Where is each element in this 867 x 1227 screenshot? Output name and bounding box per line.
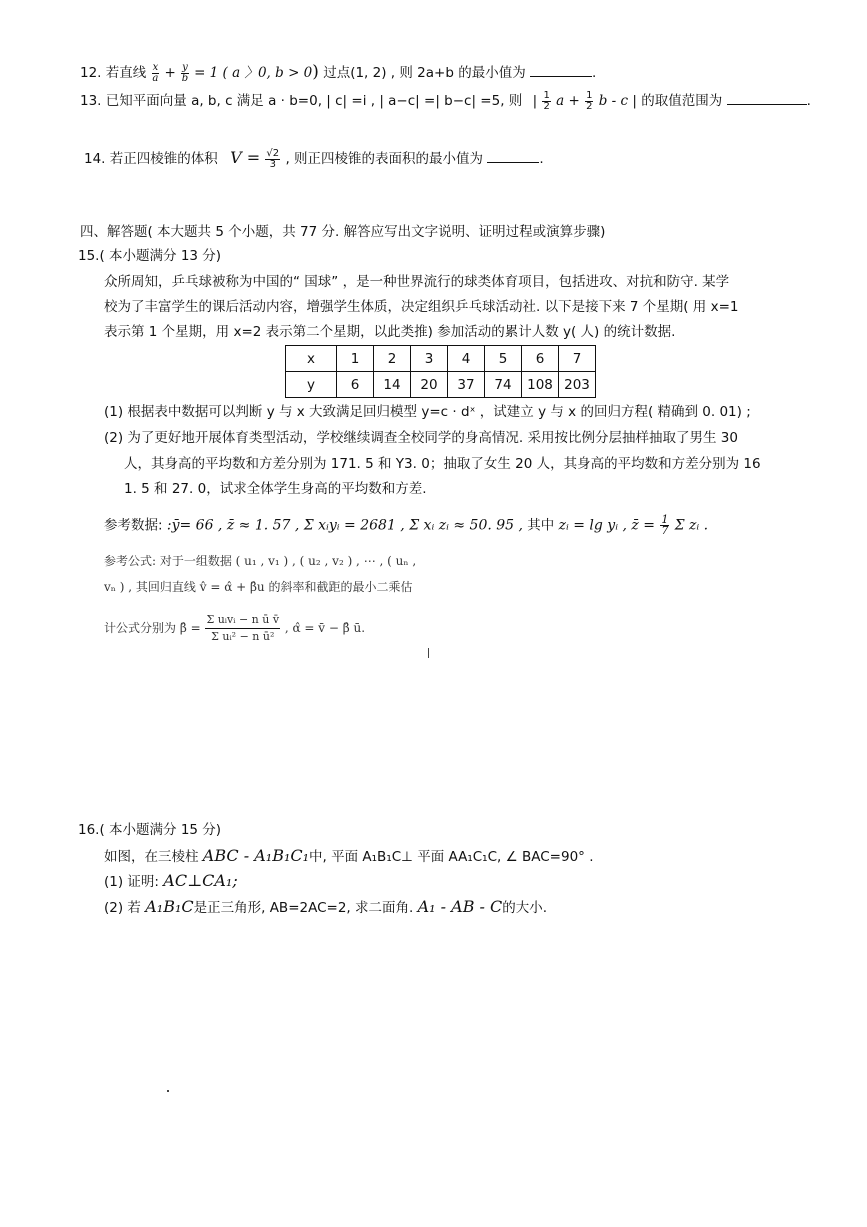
- q13-expr-b: b - c: [598, 93, 629, 109]
- table-cell: y: [286, 372, 337, 398]
- q16-s2-math-2: A₁ - AB - C: [417, 897, 503, 916]
- q15-subquestion-2-line-3: 1. 5 和 27. 0，试求全体学生身高的平均数和方差.: [124, 481, 427, 497]
- q14-answer-blank[interactable]: [487, 148, 539, 163]
- q15-paragraph-3: 表示第 1 个星期，用 x=2 表示第二个星期，以此类推) 参加活动的累计人数 y( 人) 的统计数据.: [104, 324, 676, 340]
- q15-reference-data: [104, 515, 708, 536]
- table-cell: 7: [559, 346, 596, 372]
- q16-s1-math: AC⊥CA₁;: [163, 871, 238, 890]
- q12-frac-x-a: $\frac{x}{a}$: [152, 61, 159, 84]
- q15-subquestion-2-line-1: (2) 为了更好地开展体育类型活动，学校继续调查全校同学的身高情况. 采用按比例分层抽样抽取了男生 30: [104, 430, 738, 446]
- q16-subquestion-2: [104, 897, 547, 918]
- q16-p1-suffix: 中, 平面 A₁B₁C⊥ 平面 AA₁C₁C, ∠ BAC=90° .: [309, 849, 594, 865]
- q16-p1-math: ABC - A₁B₁C₁: [202, 846, 310, 865]
- q16-s1-prefix: (1) 证明:: [104, 874, 159, 890]
- q13-suffix: 的取值范围为: [641, 93, 723, 109]
- q12-answer-blank[interactable]: [530, 62, 592, 77]
- q14-end: .: [539, 151, 544, 167]
- q15-subquestion-1: (1) 根据表中数据可以判断 y 与 x 大致满足回归模型 y=c · dˣ ，试建立 y 与 x 的回归方程( 精确到 0. 01) ;: [104, 404, 751, 420]
- q14-suffix: , 则正四棱锥的表面积的最小值为: [285, 151, 484, 167]
- q15-formula-line-3: [104, 612, 365, 645]
- q15-formula-line-2: vₙ ) , 其回归直线 v̂ = α̂ + β̂u 的斜率和截距的最小二乘估: [104, 580, 413, 594]
- q12-suffix: 过点(1, 2) , 则 2a+b 的最小值为: [323, 65, 526, 81]
- stray-mark: [428, 648, 429, 658]
- q15-subquestion-2-line-2: 人，其身高的平均数和方差分别为 171. 5 和 Y3. 0；抽取了女生 20 人，其身高的平均数和方差分别为 16: [124, 456, 761, 472]
- table-cell: 74: [485, 372, 522, 398]
- q13-expr-open: |: [532, 93, 538, 109]
- table-cell: 6: [337, 372, 374, 398]
- q16-s2-mid: 是正三角形, AB=2AC=2, 求二面角.: [193, 900, 414, 916]
- q12-prefix: 若直线: [105, 65, 147, 81]
- question-13: [80, 90, 811, 112]
- q13-frac-half-2: $\frac{1}{2}$: [586, 89, 593, 112]
- q14-frac-volume: $\frac{√2}{3}$: [266, 147, 280, 170]
- stray-dot: [167, 1090, 169, 1092]
- table-row: [286, 346, 596, 372]
- question-14: [84, 148, 544, 170]
- ref-data-label: 参考数据:: [104, 517, 163, 534]
- q13-expr-close: |: [632, 93, 637, 109]
- q16-header: 16.( 本小题满分 15 分): [78, 822, 222, 838]
- table-row: [286, 372, 596, 398]
- q14-v-label: V =: [230, 148, 261, 167]
- table-cell: x: [286, 346, 337, 372]
- q15-header: 15.( 本小题满分 13 分): [78, 248, 222, 264]
- formula-beta-frac: $\frac{\text{Σ uᵢvᵢ − n ū v̄}}{\text{Σ uᵢ² − n ū²}}$: [206, 613, 280, 643]
- q15-formula-line-1: 参考公式: 对于一组数据 ( u₁ , v₁ ) , ( u₂ , v₂ ) , ⋯ , ( uₙ ,: [104, 554, 417, 568]
- q12-frac-y-b: $\frac{y}{b}$: [181, 61, 189, 84]
- q16-subquestion-1: [104, 871, 238, 892]
- formula-alpha: , α̂ = v̄ − β̂ ū.: [284, 621, 366, 635]
- q13-text: 已知平面向量 a, b, c 满足 a · b=0, | c| =i , | a−c| =| b−c| =5, 则: [105, 93, 523, 109]
- q16-paragraph: [104, 846, 594, 867]
- q13-frac-half-1: $\frac{1}{2}$: [543, 89, 550, 112]
- q15-paragraph-1: 众所周知，乒乓球被称为中国的“ 国球” ，是一种世界流行的球类体育项目，包括进攻、对抗和防守. 某学: [104, 274, 730, 290]
- q14-number: 14.: [84, 151, 106, 167]
- question-12: 12. 若直线 $\frac{x}{a}$ + $\frac{y}{b}$ = 1 ( a 〉0, b > 0) 过点(1, 2) , 则 2a+b 的最小值为 .: [80, 61, 597, 84]
- q13-number: 13.: [80, 93, 102, 109]
- table-cell: 3: [411, 346, 448, 372]
- q13-end: .: [806, 93, 811, 109]
- q16-s2-suffix: 的大小.: [502, 900, 548, 916]
- ref-data-sum: Σ zᵢ .: [674, 517, 709, 534]
- q13-answer-blank[interactable]: [727, 90, 807, 105]
- ref-data-values: :ȳ= 66 , z̄ ≈ 1. 57 , Σ xᵢyᵢ = 2681 , Σ xᵢ zᵢ ≈ 50. 95 ,: [166, 517, 523, 534]
- q15-data-table: [285, 345, 596, 398]
- q12-equation-rest: = 1 ( a 〉0, b > 0: [194, 65, 313, 81]
- q12-number: 12.: [80, 65, 102, 81]
- ref-data-frac: $\frac{1}{7}$: [661, 513, 669, 537]
- formula-beta-prefix: 计公式分别为 β̂ =: [104, 621, 201, 635]
- table-cell: 14: [374, 372, 411, 398]
- q12-end: .: [592, 65, 597, 81]
- table-cell: 5: [485, 346, 522, 372]
- table-cell: 2: [374, 346, 411, 372]
- table-cell: 6: [522, 346, 559, 372]
- q16-s2-math-1: A₁B₁C: [145, 897, 194, 916]
- ref-data-tail: zᵢ = lg yᵢ , z̄ =: [558, 517, 660, 534]
- table-cell: 203: [559, 372, 596, 398]
- q14-prefix: 若正四棱锥的体积: [109, 151, 218, 167]
- table-cell: 108: [522, 372, 559, 398]
- q16-p1-prefix: 如图，在三棱柱: [104, 849, 199, 865]
- section-4-heading: 四、解答题( 本大题共 5 个小题，共 77 分. 解答应写出文字说明、证明过程或演算步骤): [80, 224, 606, 240]
- q16-s2-prefix: (2) 若: [104, 900, 141, 916]
- table-cell: 4: [448, 346, 485, 372]
- table-cell: 37: [448, 372, 485, 398]
- table-cell: 1: [337, 346, 374, 372]
- q13-expr-a: a +: [556, 93, 580, 109]
- q15-paragraph-2: 校为了丰富学生的课后活动内容，增强学生体质，决定组织乒乓球活动社. 以下是接下来 7 个星期( 用 x=1: [104, 299, 739, 315]
- table-cell: 20: [411, 372, 448, 398]
- ref-data-mid: 其中: [527, 517, 555, 534]
